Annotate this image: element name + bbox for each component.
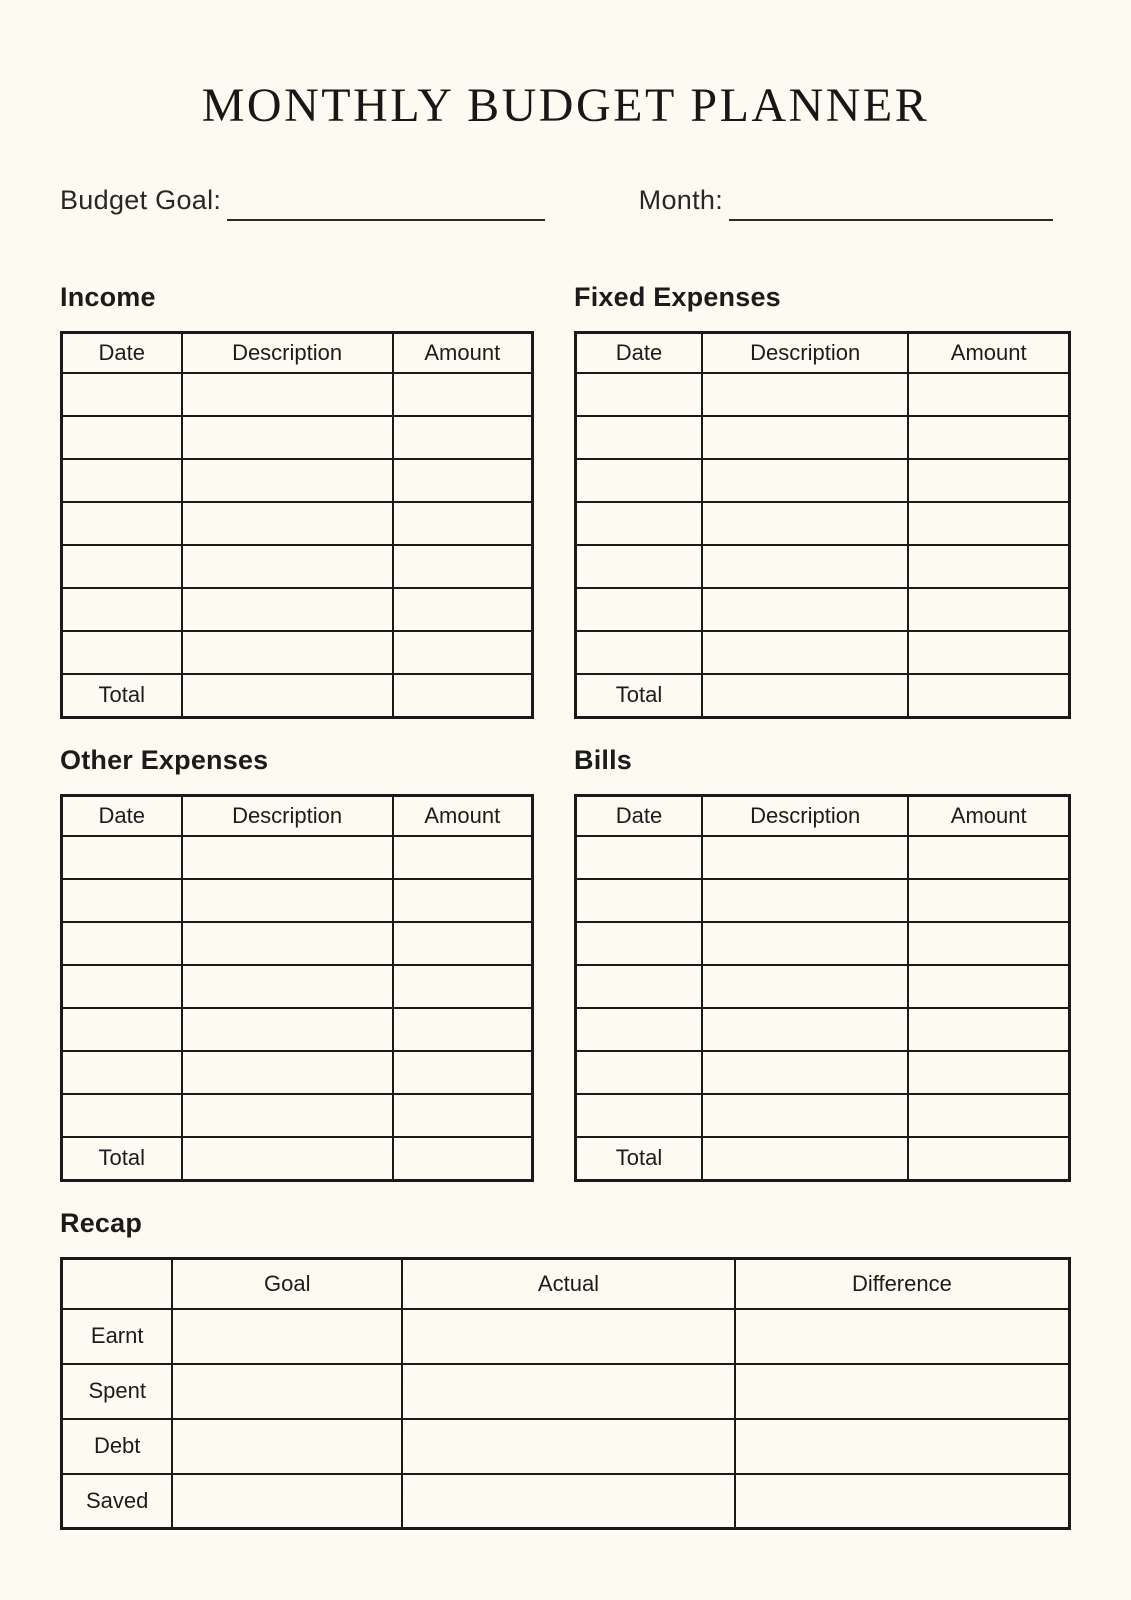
amount-cell — [393, 502, 533, 545]
date-cell — [576, 459, 702, 502]
amount-cell — [908, 922, 1069, 965]
table-row — [62, 879, 533, 922]
table-row — [576, 1094, 1070, 1137]
amount-cell — [908, 1051, 1069, 1094]
recap-row-spent — [62, 1364, 1070, 1419]
total-row — [62, 1137, 533, 1181]
description-cell — [182, 373, 393, 416]
total-label: Total — [62, 1137, 182, 1181]
actual-cell — [402, 1309, 735, 1364]
description-cell — [702, 416, 908, 459]
other-expenses-section-title: Other Expenses — [60, 745, 269, 776]
total-row — [576, 674, 1070, 718]
description-cell — [182, 1094, 393, 1137]
description-cell — [182, 545, 393, 588]
description-cell — [702, 1008, 908, 1051]
amount-cell — [908, 965, 1069, 1008]
description-column-header: Description — [182, 796, 393, 836]
total-amount-cell — [393, 1137, 533, 1181]
date-column-header: Date — [576, 333, 702, 373]
table-row — [576, 502, 1070, 545]
date-cell — [576, 416, 702, 459]
amount-cell — [908, 459, 1069, 502]
sections-grid — [60, 282, 1071, 1182]
actual-cell — [402, 1474, 735, 1529]
amount-cell — [908, 879, 1069, 922]
month-label: Month: — [638, 185, 723, 216]
date-column-header: Date — [576, 796, 702, 836]
total-row — [576, 1137, 1070, 1181]
date-column-header: Date — [62, 796, 182, 836]
description-column-header: Description — [702, 333, 908, 373]
difference-column-header: Difference — [735, 1259, 1070, 1309]
section-recap — [60, 1208, 1071, 1530]
amount-cell — [908, 502, 1069, 545]
total-description-cell — [182, 1137, 393, 1181]
actual-column-header: Actual — [402, 1259, 735, 1309]
description-column-header: Description — [182, 333, 393, 373]
description-cell — [702, 459, 908, 502]
amount-cell — [908, 416, 1069, 459]
debt-row-label: Debt — [62, 1419, 173, 1474]
page-title: MONTHLY BUDGET PLANNER — [201, 79, 930, 132]
date-cell — [576, 588, 702, 631]
description-cell — [702, 545, 908, 588]
recap-empty-header — [62, 1259, 173, 1309]
amount-column-header: Amount — [908, 796, 1069, 836]
date-cell — [576, 545, 702, 588]
description-cell — [702, 631, 908, 674]
table-row — [576, 1008, 1070, 1051]
table-row — [62, 545, 533, 588]
total-description-cell — [702, 1137, 908, 1181]
date-cell — [62, 879, 182, 922]
date-cell — [576, 1094, 702, 1137]
description-column-header: Description — [702, 796, 908, 836]
income-section-title: Income — [60, 282, 156, 313]
total-amount-cell — [393, 674, 533, 718]
total-amount-cell — [908, 1137, 1069, 1181]
date-cell — [576, 631, 702, 674]
amount-column-header: Amount — [393, 796, 533, 836]
date-cell — [576, 836, 702, 879]
amount-column-header: Amount — [908, 333, 1069, 373]
section-bills — [574, 745, 1071, 1182]
month-input-line — [729, 193, 1053, 221]
date-cell — [62, 545, 182, 588]
goal-cell — [172, 1474, 402, 1529]
table-row — [576, 588, 1070, 631]
table-row — [62, 922, 533, 965]
table-row — [576, 459, 1070, 502]
month-field — [639, 185, 1071, 216]
date-cell — [62, 502, 182, 545]
table-row — [62, 502, 533, 545]
table-row — [62, 373, 533, 416]
description-cell — [182, 502, 393, 545]
table-row — [576, 965, 1070, 1008]
date-cell — [62, 836, 182, 879]
recap-table — [60, 1257, 1071, 1530]
amount-cell — [908, 631, 1069, 674]
table-header-row — [576, 796, 1070, 836]
date-cell — [576, 1008, 702, 1051]
total-amount-cell — [908, 674, 1069, 718]
table-row — [62, 416, 533, 459]
fixed-expenses-table — [574, 331, 1071, 719]
amount-cell — [393, 1094, 533, 1137]
description-cell — [182, 836, 393, 879]
date-cell — [576, 922, 702, 965]
total-row — [62, 674, 533, 718]
total-label: Total — [576, 1137, 702, 1181]
amount-cell — [908, 836, 1069, 879]
description-cell — [182, 922, 393, 965]
table-row — [62, 1094, 533, 1137]
description-cell — [702, 836, 908, 879]
total-label: Total — [576, 674, 702, 718]
goal-cell — [172, 1364, 402, 1419]
table-row — [576, 545, 1070, 588]
table-row — [576, 416, 1070, 459]
date-cell — [576, 373, 702, 416]
amount-cell — [908, 1094, 1069, 1137]
date-cell — [62, 373, 182, 416]
date-column-header: Date — [62, 333, 182, 373]
table-row — [576, 879, 1070, 922]
difference-cell — [735, 1419, 1070, 1474]
amount-cell — [393, 416, 533, 459]
amount-cell — [393, 1008, 533, 1051]
table-header-row — [576, 333, 1070, 373]
amount-cell — [393, 588, 533, 631]
amount-cell — [393, 879, 533, 922]
description-cell — [182, 879, 393, 922]
goal-cell — [172, 1309, 402, 1364]
table-row — [576, 373, 1070, 416]
description-cell — [182, 631, 393, 674]
date-cell — [576, 1051, 702, 1094]
date-cell — [62, 965, 182, 1008]
description-cell — [702, 588, 908, 631]
total-description-cell — [182, 674, 393, 718]
header-fields-row — [60, 185, 1071, 216]
goal-cell — [172, 1419, 402, 1474]
description-cell — [702, 1051, 908, 1094]
budget-goal-label: Budget Goal: — [60, 185, 222, 216]
description-cell — [702, 965, 908, 1008]
description-cell — [182, 1051, 393, 1094]
date-cell — [62, 1051, 182, 1094]
table-row — [62, 836, 533, 879]
table-header-row — [62, 796, 533, 836]
table-row — [576, 836, 1070, 879]
recap-row-saved — [62, 1474, 1070, 1529]
amount-cell — [908, 1008, 1069, 1051]
goal-column-header: Goal — [172, 1259, 402, 1309]
table-row — [62, 965, 533, 1008]
budget-goal-field — [60, 185, 545, 216]
description-cell — [182, 459, 393, 502]
amount-cell — [908, 545, 1069, 588]
total-label: Total — [62, 674, 182, 718]
date-cell — [576, 879, 702, 922]
table-row — [62, 1008, 533, 1051]
total-description-cell — [702, 674, 908, 718]
description-cell — [702, 879, 908, 922]
table-row — [576, 1051, 1070, 1094]
bills-table — [574, 794, 1071, 1182]
table-row — [576, 922, 1070, 965]
date-cell — [576, 502, 702, 545]
amount-cell — [908, 373, 1069, 416]
date-cell — [62, 1008, 182, 1051]
date-cell — [62, 631, 182, 674]
recap-header-row — [62, 1259, 1070, 1309]
recap-section-title: Recap — [60, 1208, 143, 1239]
fixed-expenses-section-title: Fixed Expenses — [574, 282, 781, 313]
description-cell — [182, 1008, 393, 1051]
table-row — [62, 459, 533, 502]
earnt-row-label: Earnt — [62, 1309, 173, 1364]
description-cell — [702, 922, 908, 965]
description-cell — [182, 588, 393, 631]
description-cell — [702, 502, 908, 545]
bills-section-title: Bills — [574, 745, 633, 776]
amount-cell — [393, 836, 533, 879]
amount-cell — [393, 373, 533, 416]
difference-cell — [735, 1474, 1070, 1529]
spent-row-label: Spent — [62, 1364, 173, 1419]
description-cell — [182, 965, 393, 1008]
other-expenses-table — [60, 794, 534, 1182]
amount-cell — [393, 965, 533, 1008]
difference-cell — [735, 1364, 1070, 1419]
actual-cell — [402, 1364, 735, 1419]
date-cell — [62, 922, 182, 965]
amount-cell — [393, 922, 533, 965]
date-cell — [62, 588, 182, 631]
table-row — [576, 631, 1070, 674]
section-other-expenses — [60, 745, 534, 1182]
table-row — [62, 631, 533, 674]
amount-column-header: Amount — [393, 333, 533, 373]
date-cell — [62, 416, 182, 459]
description-cell — [702, 373, 908, 416]
date-cell — [62, 459, 182, 502]
description-cell — [702, 1094, 908, 1137]
amount-cell — [908, 588, 1069, 631]
difference-cell — [735, 1309, 1070, 1364]
amount-cell — [393, 1051, 533, 1094]
amount-cell — [393, 459, 533, 502]
saved-row-label: Saved — [62, 1474, 173, 1529]
amount-cell — [393, 631, 533, 674]
budget-goal-input-line — [227, 193, 545, 221]
table-row — [62, 1051, 533, 1094]
date-cell — [576, 965, 702, 1008]
date-cell — [62, 1094, 182, 1137]
section-fixed-expenses — [574, 282, 1071, 719]
income-table — [60, 331, 534, 719]
section-income — [60, 282, 534, 719]
recap-row-earnt — [62, 1309, 1070, 1364]
table-header-row — [62, 333, 533, 373]
actual-cell — [402, 1419, 735, 1474]
recap-row-debt — [62, 1419, 1070, 1474]
table-row — [62, 588, 533, 631]
description-cell — [182, 416, 393, 459]
amount-cell — [393, 545, 533, 588]
